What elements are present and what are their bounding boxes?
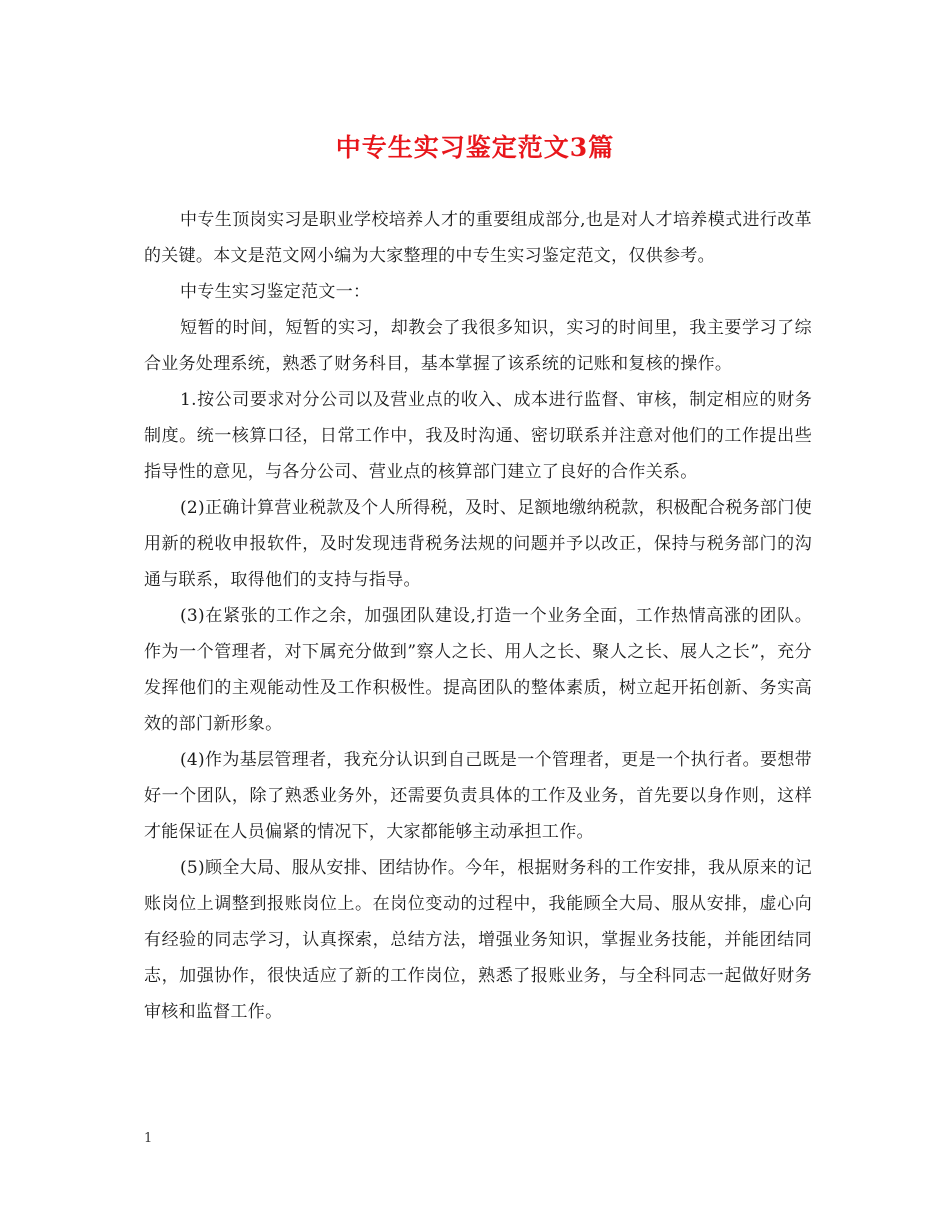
document-body: [144, 202, 812, 1030]
paragraph-3: (2)正确计算营业税款及个人所得税，及时、足额地缴纳税款，积极配合税务部门使用新的税收申报软件，及时发现违背税务法规的问题并予以改正，保持与税务部门的沟通与联系，取得他们的支持与指导。: [144, 498, 812, 590]
paragraph-section-heading: 中专生实习鉴定范文一：: [180, 282, 371, 302]
paragraph-1: 短暂的时间，短暂的实习，却教会了我很多知识，实习的时间里，我主要学习了综合业务处理系统，熟悉了财务科目，基本掌握了该系统的记账和复核的操作。: [144, 318, 812, 374]
document-title: 中专生实习鉴定范文3篇: [335, 133, 615, 162]
paragraph-intro: 中专生顶岗实习是职业学校培养人才的重要组成部分,也是对人才培养模式进行改革的关键。本文是范文网小编为大家整理的中专生实习鉴定范文，仅供参考。: [144, 210, 812, 266]
paragraph-5: (4)作为基层管理者，我充分认识到自己既是一个管理者，更是一个执行者。要想带好一个团队，除了熟悉业务外，还需要负责具体的工作及业务，首先要以身作则，这样才能保证在人员偏紧的情况下，大家都能够主动承担工作。: [144, 750, 812, 842]
paragraph-2: 1.按公司要求对分公司以及营业点的收入、成本进行监督、审核，制定相应的财务制度。统一核算口径，日常工作中，我及时沟通、密切联系并注意对他们的工作提出些指导性的意见，与各分公司、营业点的核算部门建立了良好的合作关系。: [144, 390, 812, 482]
page-number: 1: [144, 1131, 153, 1146]
paragraph-6: (5)顾全大局、服从安排、团结协作。今年，根据财务科的工作安排，我从原来的记账岗位上调整到报账岗位上。在岗位变动的过程中，我能顾全大局、服从安排，虚心向有经验的同志学习，认真探索，总结方法，增强业务知识，掌握业务技能，并能团结同志，加强协作，很快适应了新的工作岗位，熟悉了报账业务，与全科同志一起做好财务审核和监督工作。: [144, 858, 812, 1022]
paragraph-4: (3)在紧张的工作之余，加强团队建设,打造一个业务全面，工作热情高涨的团队。作为一个管理者，对下属充分做到”察人之长、用人之长、聚人之长、展人之长”，充分发挥他们的主观能动性及工作积极性。提高团队的整体素质，树立起开拓创新、务实高效的部门新形象。: [144, 606, 812, 734]
